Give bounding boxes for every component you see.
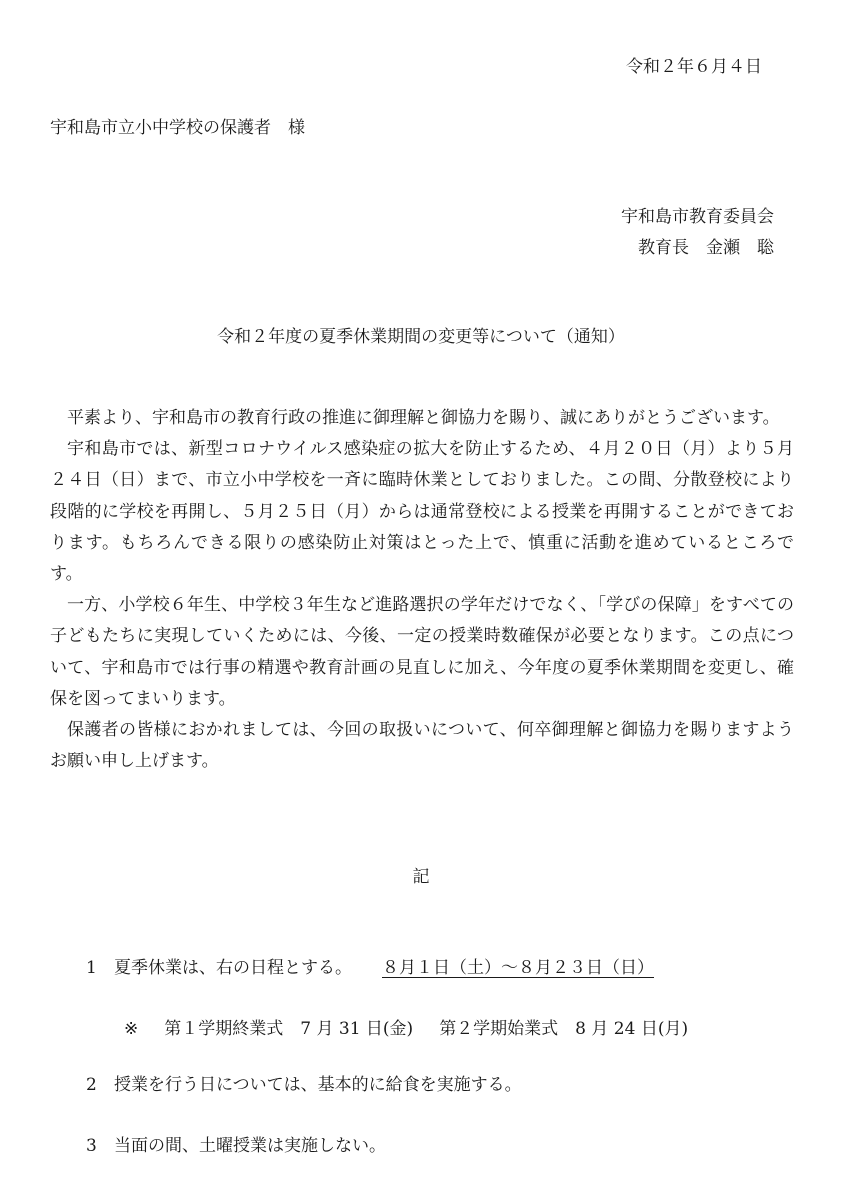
item-number: 1 xyxy=(86,958,97,978)
recipient: 宇和島市立小中学校の保護者 様 xyxy=(50,118,305,138)
term-end-ceremony: 第１学期終業式 7 月 31 日(金) xyxy=(164,1019,414,1039)
sender-name: 教育長 金瀬 聡 xyxy=(638,238,774,258)
term-start-ceremony: 第２学期始業式 8 月 24 日(月) xyxy=(439,1019,689,1039)
paragraph: 保護者の皆様におかれましては、今回の取扱いについて、何卒御理解と御協力を賜りますようお願い申し上げます。 xyxy=(50,720,794,772)
sender-organization: 宇和島市教育委員会 xyxy=(621,207,774,227)
ceremony-note xyxy=(124,1014,688,1039)
body-text xyxy=(50,403,794,777)
document-title: 令和２年度の夏季休業期間の変更等について（通知） xyxy=(217,327,625,347)
item-text: 夏季休業は、右の日程とする。 xyxy=(114,958,352,978)
ki-heading: 記 xyxy=(412,867,430,887)
schedule-dates: ８月１日（土）～８月２３日（日） xyxy=(382,958,654,978)
item-text: 当面の間、土曜授業は実施しない。 xyxy=(114,1136,386,1156)
note-mark: ※ xyxy=(124,1019,139,1039)
paragraph: 平素より、宇和島市の教育行政の推進に御理解と御協力を賜り、誠にありがとうございます。 xyxy=(67,408,780,428)
list-item xyxy=(86,1131,386,1156)
item-number: 3 xyxy=(86,1136,97,1156)
paragraph: 一方、小学校６年生、中学校３年生など進路選択の学年だけでなく、「学びの保障」をすべての子どもたちに実現していくためには、今後、一定の授業時数確保が必要となります。この点について、宇和島市では行事の精選や教育計画の見直しに加え、今年度の夏季休業期間を変更し、確保を図ってまいります。 xyxy=(50,595,794,709)
paragraph: 宇和島市では、新型コロナウイルス感染症の拡大を防止するため、４月２０日（月）より５月２４日（日）まで、市立小中学校を一斉に臨時休業としておりました。この間、分散登校により段階的に学校を再開し、５月２５日（月）からは通常登校による授業を再開することができております。もちろんできる限りの感染防止対策はとった上で、慎重に活動を進めているところです。 xyxy=(50,439,794,585)
item-number: 2 xyxy=(86,1075,97,1095)
document-date: 令和２年６月４日 xyxy=(626,57,762,77)
list-item xyxy=(86,1070,522,1095)
list-item xyxy=(86,953,654,978)
item-text: 授業を行う日については、基本的に給食を実施する。 xyxy=(114,1075,522,1095)
